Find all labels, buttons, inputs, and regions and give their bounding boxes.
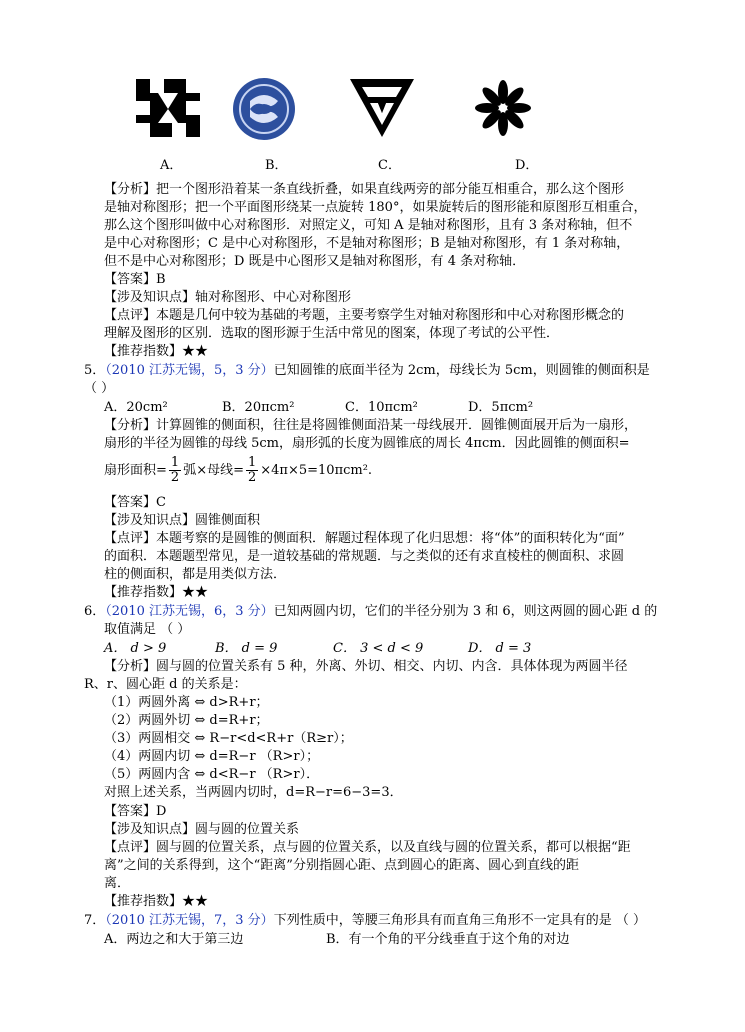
- q7-stem: [84, 912, 646, 930]
- q5-fraction-denominator: 2: [247, 470, 257, 485]
- q5-option-b: B．20πcm²: [222, 400, 295, 415]
- q6-comment-line: 【点评】圆与圆的位置关系，点与圆的位置关系，以及直线与圆的位置关系，都可以根据“距: [104, 840, 631, 855]
- figure-label-a: A．: [160, 158, 183, 173]
- figure-label-d: D．: [515, 158, 539, 173]
- q5-paren: （ ）: [84, 381, 115, 396]
- q6-analysis-line: 【分析】圆与圆的位置关系有 5 种，外离、外切、相交、内切、内含．具体体现为两圆半径: [104, 659, 628, 674]
- q5-fraction-numerator: 1: [247, 455, 257, 470]
- q6-case: （5）两圆内含 ⇔ d<R−r （R>r）．: [104, 767, 320, 782]
- q6-conclusion: 对照上述关系，当两圆内切时，d=R−r=6−3=3．: [104, 785, 403, 800]
- figure-label-c: C．: [378, 158, 401, 173]
- q5-option-c: C．10πcm²: [345, 400, 418, 415]
- q6-option-a: A． d > 9: [104, 641, 167, 656]
- q5-fraction-numerator: 1: [170, 455, 180, 470]
- q5-formula: [104, 456, 372, 486]
- q5-answer: 【答案】C: [104, 495, 166, 510]
- eight-petal-flower-logo-icon: [474, 79, 532, 137]
- q5-option-d: D．5πcm²: [468, 400, 534, 415]
- q7-number: 7．: [84, 913, 106, 928]
- q6-stem-line2: 取值满足 （ ）: [104, 622, 191, 637]
- q5-fraction: [169, 456, 181, 485]
- q4-comment-line: 【点评】本题是几何中较为基础的考题，主要考察学生对轴对称图形和中心对称图形概念的: [104, 308, 625, 323]
- q5-stem: [84, 362, 650, 380]
- q5-number: 5．: [84, 363, 106, 378]
- q4-analysis-line: 那么这个图形叫做中心对称图形．对照定义，可知 A 是轴对称图形，且有 3 条对称轴，但不: [104, 218, 633, 233]
- q5-comment-line: 柱的侧面积，都是用类似方法．: [104, 567, 287, 582]
- q6-analysis-line: R、r、圆心距 d 的关系是：: [84, 677, 247, 692]
- q4-analysis-line: 但不是中心对称图形；D 既是中心图形又是轴对称图形，有 4 条对称轴．: [104, 254, 526, 269]
- q5-option-a: A．20cm²: [104, 400, 168, 415]
- q6-stem: [84, 603, 657, 621]
- q6-option-c: C． 3 < d < 9: [333, 641, 424, 656]
- q6-rating: 【推荐指数】★★: [104, 894, 209, 909]
- q6-case: （1）两圆外离 ⇔ d>R+r；: [104, 695, 269, 710]
- q7-option-a: A．两边之和大于第三边: [104, 932, 244, 947]
- q4-knowledge: 【涉及知识点】轴对称图形、中心对称图形: [104, 290, 352, 305]
- q6-case: （3）两圆相交 ⇔ R−r<d<R+r（R≥r）；: [104, 731, 353, 746]
- q5-comment-line: 的面积．本题题型常见，是一道较基础的常规题．与之类似的还有求直棱柱的侧面积、求圆: [104, 549, 625, 564]
- q5-stem-text: 已知圆锥的底面半径为 2cm，母线长为 5cm，则圆锥的侧面积是: [273, 363, 650, 378]
- q6-comment-line: 离”之间的关系得到，这个“距离”分别指圆心距、点到圆心的距离、圆心到直线的距: [104, 858, 579, 873]
- q6-number: 6．: [84, 604, 106, 619]
- triangular-w-logo-icon: [350, 79, 414, 137]
- q6-option-b: B． d = 9: [215, 641, 278, 656]
- q6-source: （2010 江苏无锡，6，3 分）: [105, 604, 274, 619]
- q4-rating: 【推荐指数】★★: [104, 344, 209, 359]
- q5-fraction-denominator: 2: [170, 470, 180, 485]
- q5-fraction: [246, 456, 258, 485]
- q4-comment-line: 理解及图形的区别．选取的图形源于生活中常见的图案，体现了考试的公平性．: [104, 326, 560, 341]
- china-mobile-logo-icon: [232, 77, 296, 141]
- q4-analysis-line: 【分析】把一个图形沿着某一条直线折叠，如果直线两旁的部分能互相重合，那么这个图形: [104, 182, 625, 197]
- q4-analysis-line: 是轴对称图形；把一个平面图形绕某一点旋转 180°，如果旋转后的图形能和原图形互相重合，: [104, 200, 647, 215]
- square-swastika-like-logo-icon: [136, 79, 200, 137]
- q5-analysis-line: 【分析】计算圆锥的侧面积，往往是将圆锥侧面沿某一母线展开．圆锥侧面展开后为一扇形，: [104, 418, 638, 433]
- q6-stem-text: 已知两圆内切，它们的半径分别为 3 和 6，则这两圆的圆心距 d 的: [273, 604, 658, 619]
- q6-case: （2）两圆外切 ⇔ d=R+r；: [104, 713, 269, 728]
- q6-answer: 【答案】D: [104, 804, 167, 819]
- q7-stem-text: 下列性质中，等腰三角形具有而直角三角形不一定具有的是 （ ）: [273, 913, 646, 928]
- q6-knowledge: 【涉及知识点】圆与圆的位置关系: [104, 822, 300, 837]
- q4-answer: 【答案】B: [104, 272, 166, 287]
- q4-analysis-line: 是中心对称图形；C 是中心对称图形，不是轴对称图形；B 是轴对称图形，有 1 条对称轴，: [104, 236, 630, 251]
- q6-case: （4）两圆内切 ⇔ d=R−r （R>r）；: [104, 749, 320, 764]
- q5-comment-line: 【点评】本题考察的是圆锥的侧面积．解题过程体现了化归思想：将“体”的面积转化为“面”: [104, 531, 625, 546]
- q5-analysis-line: 扇形的半径为圆锥的母线 5cm，扇形弧的长度为圆锥底的周长 4πcm．因此圆锥的侧面积=: [104, 436, 630, 451]
- q5-source: （2010 江苏无锡，5，3 分）: [105, 363, 274, 378]
- q5-formula-right: ×4π×5=10πcm².: [260, 463, 373, 478]
- q5-formula-mid: 弧×母线=: [183, 463, 244, 478]
- q5-rating: 【推荐指数】★★: [104, 585, 209, 600]
- figure-label-b: B．: [265, 158, 288, 173]
- q5-knowledge: 【涉及知识点】圆锥侧面积: [104, 513, 261, 528]
- q7-source: （2010 江苏无锡，7，3 分）: [105, 913, 274, 928]
- q5-formula-left: 扇形面积=: [104, 463, 167, 478]
- q6-comment-line: 离．: [104, 876, 131, 891]
- q6-option-d: D． d = 3: [468, 641, 532, 656]
- q7-option-b: B．有一个角的平分线垂直于这个角的对边: [326, 932, 570, 947]
